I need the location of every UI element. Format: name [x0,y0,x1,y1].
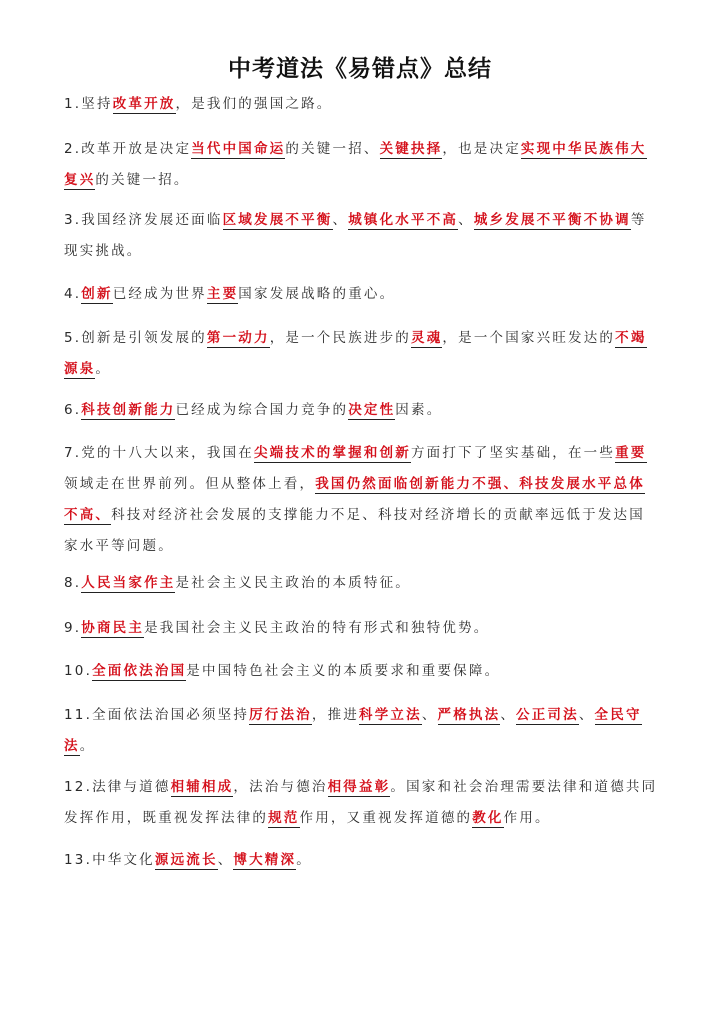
item-text: ，是一个民族进步的 [269,330,412,346]
item-text: 是我国社会主义民主政治的特有形式和独特优势。 [144,620,490,636]
key-phrase: 灵魂 [411,330,443,346]
item-text: 5.创新是引领发展的 [64,330,207,346]
item-text: 的关键一招。 [95,172,190,188]
item-text: 1.坚持 [64,96,113,112]
item-text: 是中国特色社会主义的本质要求和重要保障。 [186,663,501,679]
key-phrase: 改革开放 [112,96,176,112]
key-phrase: 全民守法 [64,707,642,754]
item-text: 6. [64,402,82,418]
list-item [64,845,660,876]
page-title: 中考道法《易错点》总结 [228,56,492,82]
key-phrase: 创新 [81,286,113,302]
key-phrase: 实现中华民族伟大复兴 [64,141,647,188]
item-text: 7.党的十八大以来，我国在 [64,445,254,461]
list-item [64,700,660,762]
key-phrase: 博大精深 [233,852,297,868]
key-phrase: 关键抉择 [379,141,443,157]
key-phrase: 第一动力 [206,330,270,346]
key-phrase: 当代中国命运 [191,141,286,157]
list-item [64,613,660,644]
list-item [64,134,660,196]
list-item [64,656,660,687]
list-item [64,279,660,310]
item-text: ，法治与德治 [233,779,328,795]
key-phrase: 不竭源泉 [64,330,647,377]
key-phrase: 相辅相成 [170,779,234,795]
key-phrase: 相得益彰 [327,779,391,795]
item-text: 2.改革开放是决定 [64,141,192,157]
item-text: ，也是决定 [442,141,521,157]
key-phrase: 尖端技术的掌握和创新 [253,445,411,461]
list-item [64,438,660,562]
item-text: 、 [500,707,517,723]
list-item [64,395,660,426]
key-phrase: 人民当家作主 [81,575,176,591]
item-text: 、 [217,852,234,868]
list-item [64,568,660,599]
item-text: 9. [64,620,82,636]
item-text: 、 [421,707,438,723]
item-text: 的关键一招、 [285,141,380,157]
key-phrase: 协商民主 [81,620,145,636]
item-text: 等现实挑战。 [64,212,647,259]
item-text: 。 [95,361,112,377]
item-text: 12.法律与道德 [64,779,171,795]
key-phrase: 主要 [206,286,239,302]
item-text: 作用，又重视发挥道德的 [299,810,473,826]
item-text: 、 [578,707,595,723]
list-item [64,89,660,120]
item-text: 、 [332,212,349,228]
item-text: 科技对经济社会发展的支撑能力不足、科技对经济增长的贡献率远低于发达国家水平等问题。 [64,507,645,554]
key-phrase: 厉行法治 [249,707,312,723]
item-text: 因素。 [395,402,443,418]
item-text: 13.中华文化 [64,852,155,868]
key-phrase: 严格执法 [437,707,501,723]
item-text: 已经成为世界 [112,286,207,302]
item-text: 已经成为综合国力竞争的 [175,402,349,418]
item-text: 领域走在世界前列。但从整体上看， [64,476,316,492]
key-phrase: 城乡发展不平衡不协调 [473,212,631,228]
item-text: 3.我国经济发展还面临 [64,212,223,228]
item-text: ，是我们的强国之路。 [175,96,333,112]
key-phrase: 城镇化水平不高 [348,212,459,228]
key-phrase: 区域发展不平衡 [222,212,333,228]
key-phrase: 源远流长 [154,852,218,868]
key-phrase: 全面依法治国 [92,663,187,679]
key-phrase: 公正司法 [516,707,579,723]
list-item [64,323,660,385]
item-text: 10. [64,663,93,679]
item-text: 。 [79,738,96,754]
item-text: 国家发展战略的重心。 [238,286,396,302]
item-text: 方面打下了坚实基础，在一些 [410,445,616,461]
item-text: 是社会主义民主政治的本质特征。 [175,575,411,591]
item-text: 作用。 [503,810,551,826]
item-text: 、 [458,212,474,228]
item-text: ，是一个国家兴旺发达的 [442,330,616,346]
key-phrase: 教化 [472,810,504,826]
item-text: 8. [64,575,82,591]
item-text: 4. [64,286,82,302]
key-phrase: 我国仍然面临创新能力不强、科技发展水平总体不高、 [64,476,645,523]
item-text: 。国家和社会治理需要法律和道德共同发挥作用，既重视发挥法律的 [64,779,658,826]
key-phrase: 规范 [268,810,300,826]
list-item [64,205,660,267]
key-phrase: 科学立法 [359,707,422,723]
key-phrase: 决定性 [348,402,396,418]
item-text: ，推进 [311,707,359,723]
item-text: 。 [296,852,312,868]
key-phrase: 重要 [615,445,647,461]
item-text: 11.全面依法治国必须坚持 [64,707,250,723]
list-item [64,772,660,834]
key-phrase: 科技创新能力 [81,402,176,418]
